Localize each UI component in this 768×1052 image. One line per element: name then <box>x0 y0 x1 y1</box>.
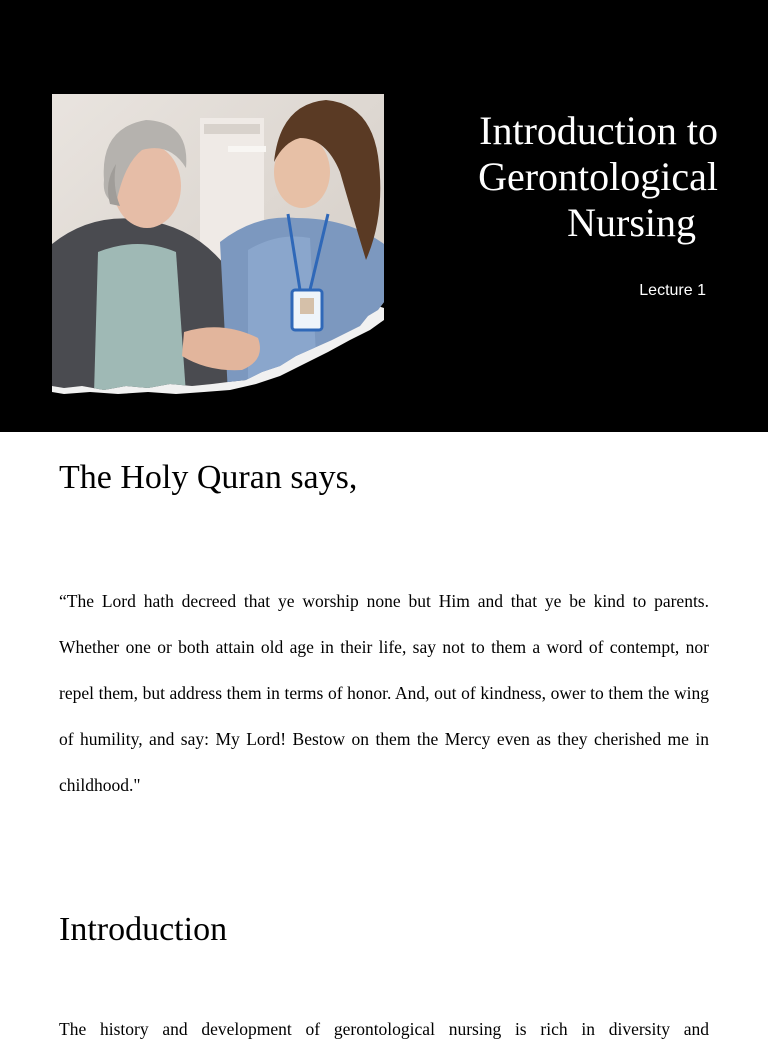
slide-title <box>420 108 718 246</box>
slide-title-line-3: Nursing <box>567 200 696 245</box>
introduction-heading: Introduction <box>59 911 228 948</box>
quran-quote: “The Lord hath decreed that ye worship none but Him and that ye be kind to parents. Whether one or both attain old age in their life, say not to them a word of contempt, nor repel them, but address them in terms of honor. And, out of kindness, ower to them the wing of humility, and say: My Lord! Bestow on them the Mercy even as they cherished me in childhood." <box>59 591 709 795</box>
introduction-paragraph: The history and development of gerontological nursing is rich in diversity and <box>59 1019 709 1039</box>
quran-heading: The Holy Quran says, <box>59 459 358 496</box>
slide-photo <box>52 94 384 394</box>
title-slide <box>0 0 768 432</box>
slide-title-line-1: Introduction to <box>479 108 718 153</box>
slide-subtitle: Lecture 1 <box>639 282 706 299</box>
slide-title-line-2: Gerontological <box>478 154 718 199</box>
